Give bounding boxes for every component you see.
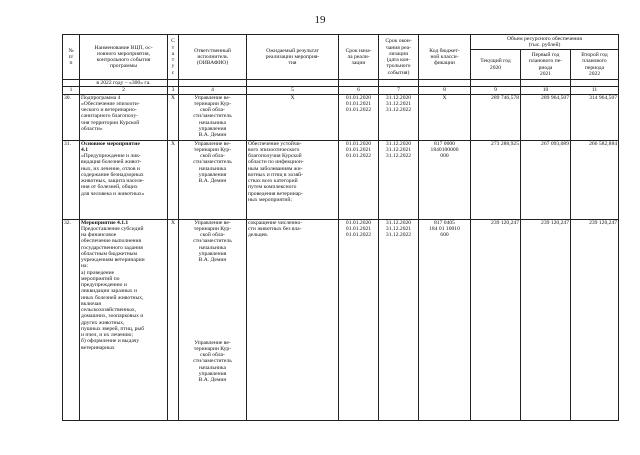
row-code: Х bbox=[419, 94, 471, 140]
header-result: Ожидаемый результат реализации мероприя- тия bbox=[247, 35, 339, 80]
header-volume: Объем ресурсного обеспечения (тыс. рублей) bbox=[471, 35, 619, 50]
row-result: сокращение численно- сти животных без вла- дельцев. bbox=[247, 219, 339, 420]
row-current: 273 288,925 bbox=[471, 140, 521, 219]
row-plan1: 239 120,247 bbox=[521, 219, 571, 420]
program-table bbox=[62, 34, 619, 421]
row-name-text: «Предупреждение и лик- видация болезней живот- ных, их лечение, отлов и содержание безнадзорных животных, защита населе- ния от болезней, общих для человека и животных» bbox=[81, 153, 145, 197]
row-current: 289 746,578 bbox=[471, 94, 521, 140]
row-number: 32. bbox=[63, 219, 80, 420]
table-row bbox=[63, 94, 619, 140]
index-cell: 8 bbox=[419, 87, 471, 94]
row-plan1: 289 964,507 bbox=[521, 94, 571, 140]
header-current-year: Текущий год 2020 bbox=[471, 50, 521, 80]
row-name-title: Основное мероприятие 4.1 bbox=[81, 140, 140, 153]
header-num: № п/ п bbox=[63, 35, 80, 80]
note-row bbox=[63, 80, 619, 87]
row-status: Х bbox=[168, 94, 179, 140]
row-code: 817 0405 184 01 10010 600 bbox=[419, 219, 471, 420]
index-cell: 1 bbox=[63, 87, 80, 94]
index-cell: 3 bbox=[168, 87, 179, 94]
row-executor bbox=[179, 219, 247, 420]
row-status: Х bbox=[168, 140, 179, 219]
page-number: 19 bbox=[314, 14, 326, 26]
row-number: 30. bbox=[63, 94, 80, 140]
row-executor-top: Управление ве- теринарии Кур- ской обла- сти/заместитель начальника управления В.А. Демин bbox=[193, 219, 232, 263]
header-executor: Ответственный исполнитель (ОИВАФИО) bbox=[179, 35, 247, 80]
header-status: С т а т у с bbox=[168, 35, 179, 80]
row-plan1: 267 093,089 bbox=[521, 140, 571, 219]
row-plan2: 266 582,884 bbox=[571, 140, 619, 219]
header-plan-year-2: Второй год планового периода 2022 bbox=[571, 50, 619, 80]
index-cell: 4 bbox=[179, 87, 247, 94]
table-row bbox=[63, 140, 619, 219]
row-name-text: Предоставление субсидий на финансовое обеспечение выполнения государственного задания областным бюджетным учреждениям ветеринарии на: а) проведение мероприятий по предупреждению и ликвидации заразных и иных болезней животных, включая сельскохозяйственных, домашних, зоопарковых и других животных, пушных зверей, птиц, рыб и пчел, и их лечению; б) оформление и выдачу ветеринарных bbox=[81, 225, 145, 351]
row-start: 01.01.2020 01.01.2021 01.01.2022 bbox=[339, 219, 379, 420]
row-executor: Управление ве- теринарии Кур- ской обла- сти/заместитель начальника управления В.А. Демин bbox=[179, 140, 247, 219]
row-name: Подпрограмма 4 «Обеспечение эпизооти- ческого и ветеринарно- санитарного благополу- чия территории Курской области» bbox=[80, 94, 168, 140]
row-current: 239 120,247 bbox=[471, 219, 521, 420]
row-end: 31.12.2020 31.12.2021 31.12.2022 bbox=[379, 219, 419, 420]
header-code: Код бюджет- ной класси- фикации bbox=[419, 35, 471, 80]
header-start: Срок нача- ла реали- зации bbox=[339, 35, 379, 80]
header-end: Срок окон- чания реа- лизации (дата кон- трольного события) bbox=[379, 35, 419, 80]
row-name-title: Мероприятие 4.1.1 bbox=[81, 219, 129, 226]
row-plan2: 239 120,247 bbox=[571, 219, 619, 420]
row-number: 31. bbox=[63, 140, 80, 219]
row-start: 01.01.2020 01.01.2021 01.01.2022 bbox=[339, 94, 379, 140]
table-row bbox=[63, 219, 619, 420]
index-cell: 7 bbox=[379, 87, 419, 94]
row-end: 31.12.2020 31.12.2021 31.12.2022 bbox=[379, 140, 419, 219]
row-executor-bottom: Управление ве- теринарии Кур- ской обла- сти/заместитель начальника управления В.А. Демин bbox=[193, 339, 232, 383]
index-cell: 6 bbox=[339, 87, 379, 94]
row-result: Х bbox=[247, 94, 339, 140]
header-row bbox=[63, 35, 619, 50]
index-cell: 9 bbox=[471, 87, 521, 94]
index-row bbox=[63, 87, 619, 94]
index-cell: 2 bbox=[80, 87, 168, 94]
row-start: 01.01.2020 01.01.2021 01.01.2022 bbox=[339, 140, 379, 219]
row-name bbox=[80, 219, 168, 420]
row-end: 31.12.2020 31.12.2021 31.12.2022 bbox=[379, 94, 419, 140]
row-code: 817 0000 1840100000 000 bbox=[419, 140, 471, 219]
row-status: Х bbox=[168, 219, 179, 420]
row-name bbox=[80, 140, 168, 219]
index-cell: 11 bbox=[571, 87, 619, 94]
header-name: Наименование ВЦП, ос- новного мероприятия, контрольного события программы bbox=[80, 35, 168, 80]
row-executor: Управление ве- теринарии Кур- ской обла- сти/заместитель начальника управления В.А. Демин bbox=[179, 94, 247, 140]
row-result: Обеспечение устойчи- вого эпизоотического благополучия Курской области по инфекцион- ным заболеваниям жи- вотных и птиц в хозяй- ствах всех категорий путем комплексного проведения ветеринар- ных мероприятий; bbox=[247, 140, 339, 219]
header-plan-year-1: Первый год планового пе- риода 2021 bbox=[521, 50, 571, 80]
row-plan2: 314 964,507 bbox=[571, 94, 619, 140]
index-cell: 5 bbox=[247, 87, 339, 94]
note-text: в 2022 году – «300» га. bbox=[80, 80, 168, 87]
index-cell: 10 bbox=[521, 87, 571, 94]
